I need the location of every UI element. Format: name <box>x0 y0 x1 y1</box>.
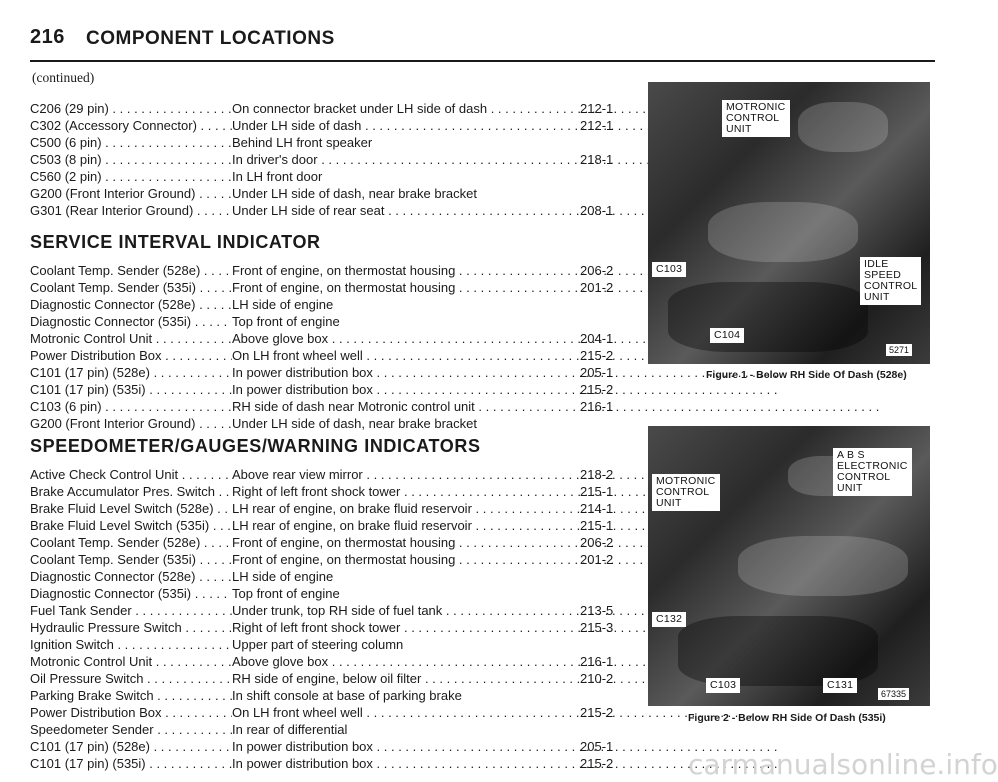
label-c131: C131 <box>823 678 857 693</box>
list-item: C503 (8 pin) . . . In driver's door . . . 218-1 <box>30 151 630 168</box>
page-number: 216 <box>30 26 65 48</box>
page-header <box>30 20 935 62</box>
continued-note: (continued) <box>32 70 95 85</box>
list-item: G200 (Front Interior Ground) . . . Under LH side of dash, near brake bracket <box>30 185 630 202</box>
watermark: carmanualsonline.info <box>688 748 998 781</box>
list-item: Diagnostic Connector (528e) . . . LH side of engine <box>30 568 630 585</box>
list-item: Coolant Temp. Sender (528e) . . . Front of engine, on thermostat housing . . . 206-2 <box>30 262 630 279</box>
list-item: Active Check Control Unit . . . Above rear view mirror . . . 218-2 <box>30 466 630 483</box>
list-item: Speedometer Sender . . . In rear of differential <box>30 721 630 738</box>
list-item: C101 (17 pin) (528e) . . . In power distribution box . . . 205-1 <box>30 364 630 381</box>
list-item: C103 (6 pin) . . . RH side of dash near Motronic control unit . . . 216-1 <box>30 398 630 415</box>
section-title-service-interval: SERVICE INTERVAL INDICATOR <box>30 232 321 252</box>
list-item: Diagnostic Connector (535i) . . . Top front of engine <box>30 313 630 330</box>
photo-code-5271: 5271 <box>886 344 912 356</box>
list-item: Motronic Control Unit . . . Above glove box . . . 216-1 <box>30 653 630 670</box>
list-item: Power Distribution Box . . . On LH front wheel well . . . 215-2 <box>30 704 630 721</box>
list-item: C101 (17 pin) (535i) . . . In power distribution box . . . 215-2 <box>30 755 630 772</box>
list-item: Fuel Tank Sender . . . Under trunk, top RH side of fuel tank . . . 213-5 <box>30 602 630 619</box>
label-motronic-control-unit: MOTRONIC CONTROL UNIT <box>722 100 790 137</box>
list-item: C500 (6 pin) . . . Behind LH front speaker <box>30 134 630 151</box>
label-c132: C132 <box>652 612 686 627</box>
list-item: Brake Fluid Level Switch (528e) . . . LH rear of engine, on brake fluid reservoir . . . 214-1 <box>30 500 630 517</box>
list-item: C101 (17 pin) (535i) . . . In power distribution box . . . 215-2 <box>30 381 630 398</box>
list-item: Coolant Temp. Sender (535i) . . . Front of engine, on thermostat housing . . . 201-2 <box>30 279 630 296</box>
list-item: Parking Brake Switch . . . In shift console at base of parking brake <box>30 687 630 704</box>
label-idle-speed-control-unit: IDLE SPEED CONTROL UNIT <box>860 257 921 305</box>
page-title: COMPONENT LOCATIONS <box>86 28 335 49</box>
list-item: Brake Fluid Level Switch (535i) . . . LH rear of engine, on brake fluid reservoir . . . 215-1 <box>30 517 630 534</box>
list-item: C302 (Accessory Connector) . . . Under LH side of dash . . . 212-1 <box>30 117 630 134</box>
list-item: Motronic Control Unit . . . Above glove box . . . 204-1 <box>30 330 630 347</box>
label-c103: C103 <box>652 262 686 277</box>
list-item: Coolant Temp. Sender (535i) . . . Front of engine, on thermostat housing . . . 201-2 <box>30 551 630 568</box>
label-c103: C103 <box>706 678 740 693</box>
list-item: Hydraulic Pressure Switch . . . Right of left front shock tower . . . 215-3 <box>30 619 630 636</box>
figure-1-caption: Figure 1 - Below RH Side Of Dash (528e) <box>706 369 907 381</box>
label-abs-electronic-control-unit: A B S ELECTRONIC CONTROL UNIT <box>833 448 912 496</box>
section-title-speedometer: SPEEDOMETER/GAUGES/WARNING INDICATORS <box>30 436 481 456</box>
list-item: G200 (Front Interior Ground) . . . Under LH side of dash, near brake bracket <box>30 415 630 432</box>
list-item: C206 (29 pin) . . . On connector bracket under LH side of dash . . . 212-1 <box>30 100 630 117</box>
photo-code-67335: 67335 <box>878 688 909 700</box>
figure-2-photo <box>648 426 930 706</box>
figure-1-photo <box>648 82 930 364</box>
connector-list <box>30 100 630 219</box>
list-item: Ignition Switch . . . Upper part of steering column <box>30 636 630 653</box>
figure-2-caption: Figure 2 - Below RH Side Of Dash (535i) <box>688 712 886 724</box>
list-item: Power Distribution Box . . . On LH front wheel well . . . 215-2 <box>30 347 630 364</box>
list-item: Coolant Temp. Sender (528e) . . . Front of engine, on thermostat housing . . . 206-2 <box>30 534 630 551</box>
list-item: Diagnostic Connector (535i) . . . Top front of engine <box>30 585 630 602</box>
list-item: G301 (Rear Interior Ground) . . . Under LH side of rear seat . . . 208-1 <box>30 202 630 219</box>
service-interval-list <box>30 262 630 432</box>
speedometer-gauges-list <box>30 466 630 772</box>
label-c104: C104 <box>710 328 744 343</box>
list-item: C101 (17 pin) (528e) . . . In power distribution box . . . 205-1 <box>30 738 630 755</box>
list-item: C560 (2 pin) . . . In LH front door <box>30 168 630 185</box>
label-motronic-control-unit: MOTRONIC CONTROL UNIT <box>652 474 720 511</box>
list-item: Diagnostic Connector (528e) . . . LH side of engine <box>30 296 630 313</box>
list-item: Oil Pressure Switch . . . RH side of engine, below oil filter . . . 210-2 <box>30 670 630 687</box>
list-item: Brake Accumulator Pres. Switch . . . Right of left front shock tower . . . 215-1 <box>30 483 630 500</box>
